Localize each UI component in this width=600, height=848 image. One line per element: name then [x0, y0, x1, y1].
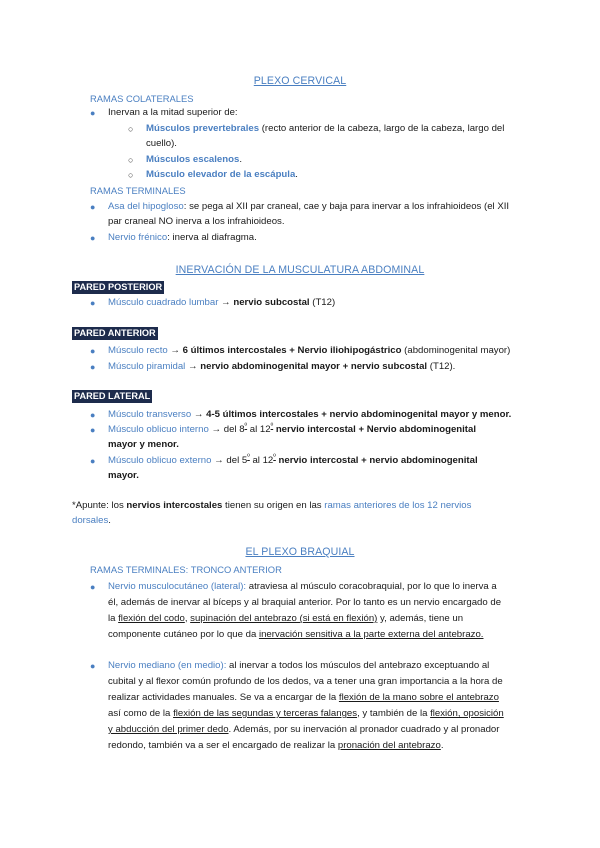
item-text: (abdominogenital mayor) [401, 345, 511, 356]
item-text: al inervar a todos los músculos del antebrazo exceptuando al [226, 660, 490, 671]
item-text: . Además, por su inervación al pronador cuadrado y al pronador [228, 724, 500, 735]
list-item [108, 422, 476, 437]
section-title-plexo-cervical: PLEXO CERVICAL [253, 75, 347, 87]
bullet-icon: ● [90, 362, 96, 372]
bullet-icon: ● [90, 425, 96, 435]
muscle-name: Músculo cuadrado lumbar [108, 297, 219, 308]
arrow-icon: → [167, 345, 183, 356]
item-text: realizar actividades manuales. Se va a encargar de la [108, 692, 339, 703]
muscle-name: Músculos escalenos [146, 154, 240, 165]
label-pared-lateral: PARED LATERAL [74, 391, 151, 401]
item-text: al 12 [249, 455, 274, 466]
paragraph-line [108, 579, 497, 594]
label-pared-posterior: PARED POSTERIOR [74, 282, 163, 292]
subheading-ramas-colaterales: RAMAS COLATERALES [90, 93, 194, 104]
circle-bullet-icon: ○ [128, 155, 134, 165]
list-item [108, 230, 257, 245]
note-highlight-blue: ramas anteriores de los 12 nervios [324, 500, 472, 511]
item-text: . [295, 169, 298, 180]
underlined-text: pronación del antebrazo [337, 740, 441, 751]
item-text: , [184, 613, 191, 624]
item-text: y, además, tiene un [377, 613, 464, 624]
nerve-name: Asa del hipogloso [108, 201, 184, 212]
note-highlight-blue: dorsales [72, 515, 109, 526]
list-item [146, 152, 242, 167]
note-text: . [108, 515, 111, 526]
muscle-name: Músculo piramidal [108, 361, 186, 372]
list-item [108, 343, 510, 358]
paragraph-line [108, 658, 489, 673]
paragraph-line: cubital y al flexor común profundo de los dedos, va a tener una gran importancia a la hora de [108, 676, 503, 687]
superscript: º [270, 422, 274, 430]
item-text: del 8 [223, 424, 245, 435]
arrow-icon: → [211, 455, 227, 466]
section-title-plexo-braquial: EL PLEXO BRAQUIAL [245, 546, 355, 558]
paragraph-line [108, 690, 499, 705]
bullet-icon: ● [90, 661, 96, 671]
circle-bullet-icon: ○ [128, 170, 134, 180]
item-text: redondo, también va a ser el encargado de realizar la [108, 740, 338, 751]
underlined-text: flexión de la mano sobre el antebrazo [338, 692, 499, 703]
superscript: º [244, 422, 248, 430]
paragraph-line [108, 738, 443, 753]
muscle-name: Músculo recto [108, 345, 168, 356]
label-pared-anterior: PARED ANTERIOR [74, 328, 156, 338]
note-highlight: nervios intercostales [126, 500, 223, 511]
item-text: . [239, 154, 242, 165]
apunte-note-continuation [72, 513, 111, 528]
arrow-icon: → [185, 361, 201, 372]
circle-bullet-icon: ○ [128, 124, 134, 134]
item-text: (T12) [309, 297, 336, 308]
bullet-icon: ● [90, 108, 96, 118]
nerve-name: nervio intercostal + nervio abdominogenital [275, 455, 478, 466]
list-item [108, 199, 509, 214]
item-continuation: par craneal NO inerva a los infrahioideos. [108, 216, 285, 227]
nerve-name: Nervio frénico [108, 232, 168, 243]
underlined-text: inervación sensitiva a la parte externa del antebrazo. [258, 629, 484, 640]
item-continuation: cuello). [146, 138, 177, 149]
muscle-name: Músculo elevador de la escápula [146, 169, 296, 180]
bullet-icon: ● [90, 456, 96, 466]
superscript: º [273, 453, 276, 461]
nerve-name: 4-5 últimos intercostales + nervio abdominogenital mayor y menor. [206, 409, 512, 420]
item-text: del 5 [226, 455, 248, 466]
item-text: la [108, 613, 119, 624]
nerve-name: nervio abdominogenital mayor + nervio subcostal [200, 361, 428, 372]
section-title-inervacion: INERVACIÓN DE LA MUSCULATURA ABDOMINAL [175, 264, 425, 276]
arrow-icon: → [218, 297, 234, 308]
paragraph-line [108, 611, 463, 626]
item-text: : se pega al XII par craneal, cae y baja para inervar a los infrahioideos (el XII [183, 201, 510, 212]
nerve-name: Nervio mediano (en medio): [108, 660, 227, 671]
paragraph-line: él, además de inervar al bíceps y al braquial anterior. Por lo tanto es un nervio encargado de [108, 597, 502, 608]
item-text: : inerva al diafragma. [167, 232, 257, 243]
muscle-name: Músculo oblicuo externo [108, 455, 212, 466]
bullet-icon: ● [90, 410, 96, 420]
note-text: tienen su origen en las [222, 500, 325, 511]
list-item [146, 121, 504, 136]
paragraph-line [108, 627, 483, 642]
underlined-text: flexión, oposición [430, 708, 504, 719]
note-text: *Apunte: los [72, 500, 127, 511]
paragraph-line [108, 722, 499, 737]
list-item [108, 359, 455, 374]
item-continuation: mayor y menor. [108, 439, 179, 450]
underlined-text: flexión de las segundas y terceras falanges [173, 708, 358, 719]
subheading-tronco-anterior: RAMAS TERMINALES: TRONCO ANTERIOR [90, 564, 282, 575]
item-text: (recto anterior de la cabeza, largo de la cabeza, largo del [259, 123, 505, 134]
bullet-icon: ● [90, 202, 96, 212]
muscle-name: Músculo oblicuo interno [108, 424, 209, 435]
arrow-icon: → [208, 424, 224, 435]
item-text: componente cutáneo por lo que da [108, 629, 259, 640]
nerve-name: 6 últimos intercostales + Nervio iliohipogástrico [182, 345, 402, 356]
list-item [108, 295, 335, 310]
list-item [108, 453, 478, 468]
list-item [108, 407, 511, 422]
item-continuation: mayor. [108, 470, 139, 481]
nerve-name: nervio intercostal + Nervio abdominogenital [273, 424, 477, 435]
item-text: al 12 [247, 424, 271, 435]
subheading-ramas-terminales: RAMAS TERMINALES [90, 185, 186, 196]
muscle-name: Músculo transverso [108, 409, 192, 420]
underlined-text: flexión del codo [118, 613, 185, 624]
nerve-name: Nervio musculocutáneo (lateral): [108, 581, 247, 592]
item-text: así como de la [108, 708, 174, 719]
arrow-icon: → [191, 409, 207, 420]
item-text: , y también de la [357, 708, 431, 719]
superscript: º [247, 453, 250, 461]
list-item [146, 167, 298, 182]
underlined-text: supinación del antebrazo (si está en flexión) [190, 613, 378, 624]
bullet-icon: ● [90, 346, 96, 356]
nerve-name: nervio subcostal [233, 297, 310, 308]
bullet-icon: ● [90, 233, 96, 243]
bullet-icon: ● [90, 582, 96, 592]
item-text: atraviesa al músculo coracobraquial, por lo que lo inerva a [246, 581, 497, 592]
paragraph-line [108, 706, 504, 721]
bullet-icon: ● [90, 298, 96, 308]
muscle-name: Músculos prevertebrales [146, 123, 260, 134]
list-item: Inervan a la mitad superior de: [108, 107, 238, 118]
apunte-note [72, 498, 471, 513]
item-text: . [440, 740, 444, 751]
underlined-text: y abducción del primer dedo [108, 724, 229, 735]
item-text: (T12). [427, 361, 456, 372]
